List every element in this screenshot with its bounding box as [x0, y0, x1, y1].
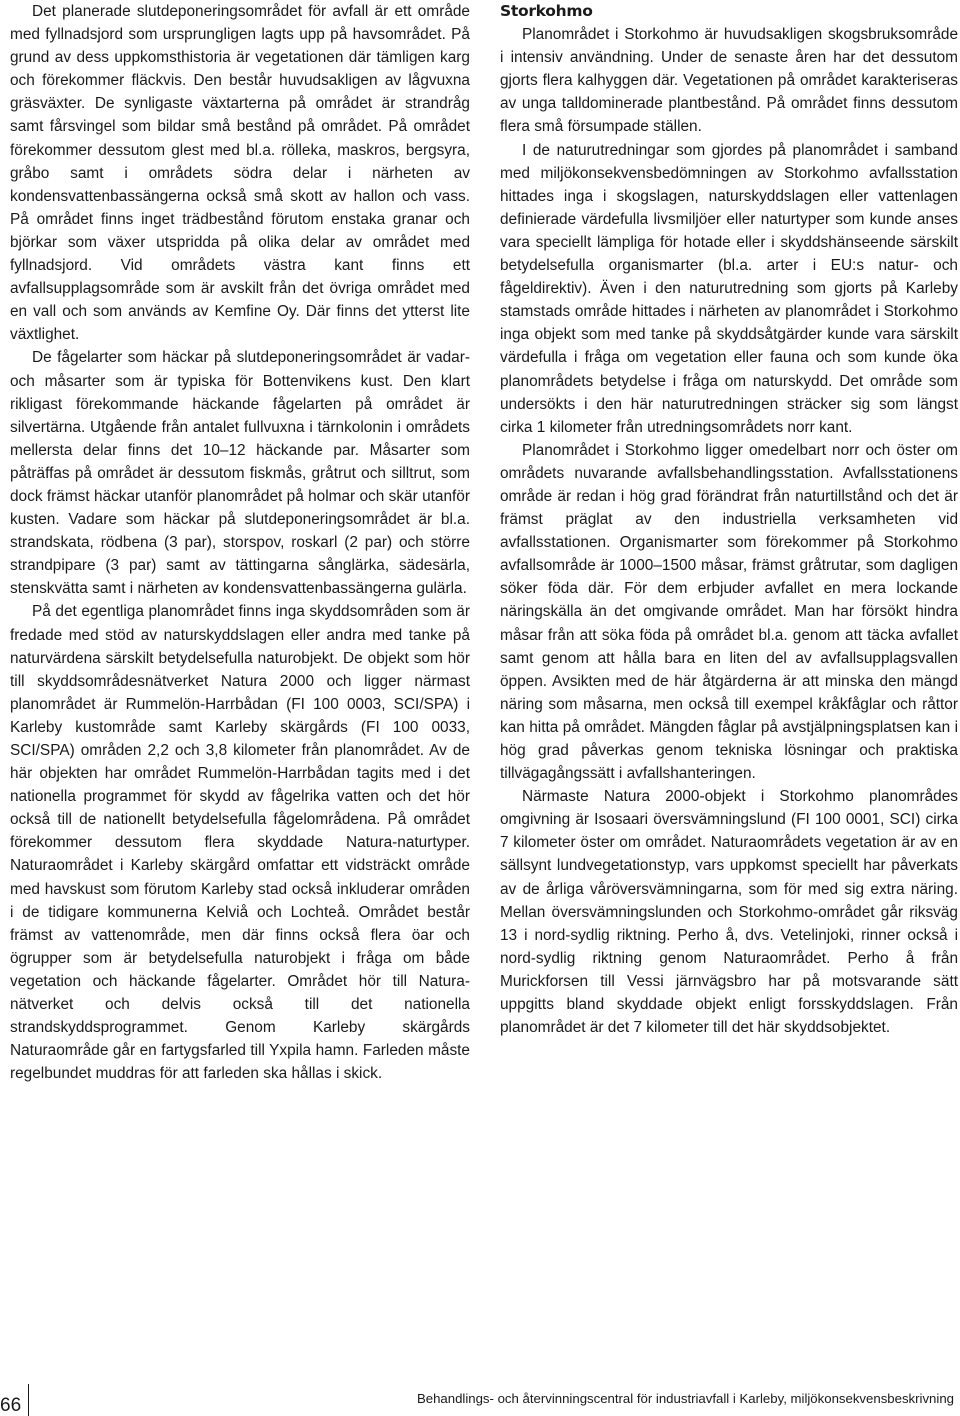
body-paragraph: De fågelarter som häckar på slutdeponeringsområdet är vadar- och måsarter som är typiska för Bottenvikens kust. Den klart rikligast förekommande häckande fågelarten på området är silvertärna. Utgående från antalet fullvuxna i tärnkolonin i områdets mellersta delar finns det 10–12 häckande par. Måsarter som påträffas på området är dessutom fiskmås, gråtrut och silltrut, som dock främst häckar utanför planområdet på holmar och skär utanför kusten. Vadare som häckar på slutdeponeringsområdet är bl.a. strandskata, rödbena (3 par), storspov, roskarl (2 par) och större strandpipare (3 par) samt av tättingarna sånglärka, sädesärla, stenskvätta samt i närheten av kondensvattenbassängerna gulärla. — [10, 349, 470, 598]
body-paragraph: Planområdet i Storkohmo är huvudsakligen skogsbruksområde i intensiv användning. Under de senaste åren har det dessutom gjorts flera kalhyggen där. Vegetationen på området karakteriseras av unga talldominerade plantbestånd. På området finns dessutom flera små försumpade ställen. — [500, 26, 958, 136]
left-text-column — [10, 0, 470, 1085]
page-number: 66 — [0, 1395, 22, 1416]
body-paragraph: Det planerade slutdeponeringsområdet för avfall är ett område med fyllnadsjord som ursprungligen lagts upp på havsområdet. På grund av dess uppkomsthistoria är vegetationen där tämligen karg och förekommer fläckvis. Den består huvudsakligen av lågvuxna gräsväxter. De synligaste växtarterna på området är strandråg samt fårsvingel som bildar små bestånd på området. På området förekommer dessutom glest med bl.a. rölleka, maskros, bergsyra, gråbo samt i områdets södra delar i närheten av kondensvattenbassängerna också små skott av hallon och vass. På området finns inget trädbestånd förutom enstaka granar och björkar som växer utspridda på olika delar av området med fyllnadsjord. Vid områdets västra kant finns ett avfallsupplagsområde som är avskilt från det övriga området med en vall och som används av Kemfine Oy. Där finns det ytterst lite växtlighet. — [10, 3, 470, 344]
body-paragraph: På det egentliga planområdet finns inga skyddsområden som är fredade med stöd av naturskyddslagen eller andra med tanke på naturvärdena särskilt betydelsefulla naturobjekt. De objekt som hör till skyddsområdesnätverket Natura 2000 och ligger närmast planområdet är Rummelön-Harrbådan (FI 100 0003, SCI/SPA) i Karleby kustområde samt Karleby skärgårds (FI 100 0033, SCI/SPA) områden 2,2 och 3,8 kilometer från planområdet. Av de här objekten har området Rummelön-Harrbådan tagits med i det nationella programmet för skydd av fågelrika vatten och det hör också till de nationellt betydelsefulla fågelområdena. På området förekommer dessutom flera skyddade Natura-naturtyper. Naturaområdet i Karleby skärgård omfattar ett vidsträckt område med havskust som förutom Karleby stad också inkluderar områden i de tidigare kommunerna Kelviå och Lochteå. Området består främst av vattenområde, men där finns också flera öar och ögrupper som är betydelsefulla naturobjekt i fråga om både vegetation och häckande fågelarter. Området hör till Natura-nätverket och delvis också till det nationella strandskyddsprogrammet. Genom Karleby skärgårds Naturaområde går en fartygsfarled till Yxpila hamn. Farleden måste regelbundet muddras för att farleden ska hållas i skick. — [10, 603, 470, 1083]
footer-divider — [28, 1384, 29, 1416]
page-footer — [0, 1380, 960, 1416]
section-heading: Storkohmo — [500, 2, 593, 20]
right-text-column — [500, 0, 958, 1039]
body-paragraph: I de naturutredningar som gjordes på planområdet i samband med miljökonsekvensbedömningen av Storkohmo avfallsstation hittades inga i skogslagen, naturskyddslagen eller vattenlagen definierade värdefulla livsmiljöer eller naturtyper som kunde anses vara speciellt lämpliga för hotade eller i skyddshänseende särskilt betydelsefulla organismarter (bl.a. arter i EU:s natur- och fågeldirektiv). Även i den naturutredning som gjorts på Karleby stamstads område hittades i närheten av planområdet i Storkohmo inga objekt som med tanke på skyddsåtgärder kunde vara särskilt värdefulla i fråga om vegetation eller fauna och som kunde öka planområdets betydelse i fråga om naturskydd. Det område som undersökts i den här naturutredningen sträcker sig som längst cirka 1 kilometer från utredningsområdets norr kant. — [500, 141, 958, 436]
body-paragraph: Planområdet i Storkohmo ligger omedelbart norr och öster om områdets nuvarande avfallsbehandlingsstation. Avfallsstationens område är redan i hög grad förändrat från naturtillstånd och det är främst präglat av den industriella verksamheten vid avfallsstationen. Organismarter som förekommer på Storkohmo avfallsområde är 1000–1500 måsar, främst gråtrutar, som dagligen söker föda där. För dem erbjuder avfallet en mera lockande näringskälla än det omgivande området. Man har försökt hindra måsar från att söka föda på området bl.a. genom att täcka avfallet samt genom att hålla bara en liten del av avfallsupplagsvallen öppen. Avsikten med de här åtgärderna är att minska den mängd näring som måsarna, men också till exempel kråkfåglar och råttor kan hitta på området. Mängden fåglar på avstjälpningsplatsen kan i hög grad påverkas genom tekniska lösningar och praktiska tillvägagångssätt i avfallshanteringen. — [500, 441, 958, 783]
running-title: Behandlings- och återvinningscentral för industriavfall i Karleby, miljökonsekvensbeskrivning — [416, 1391, 954, 1406]
body-paragraph: Närmaste Natura 2000-objekt i Storkohmo planområdes omgivning är Isosaari översvämningslund (FI 100 0001, SCI) cirka 7 kilometer öster om området. Naturaområdets vegetation är av en sällsynt lundvegetationstyp, vars uppkomst speciellt har påverkats av de årliga våröversvämningarna, som för med sig extra näring. Mellan översvämningslunden och Storkohmo-området går riksväg 13 i nord-sydlig riktning. Perho å, dvs. Vetelinjoki, rinner också i nord-sydlig riktning genom Naturaområdet. Perho å från Murickforsen till Vessi järnvägsbro har på motsvarande sätt uppgitts bland skyddade objekt enligt forsskyddslagen. Från planområdet är det 7 kilometer till det här skyddsobjektet. — [500, 788, 958, 1037]
